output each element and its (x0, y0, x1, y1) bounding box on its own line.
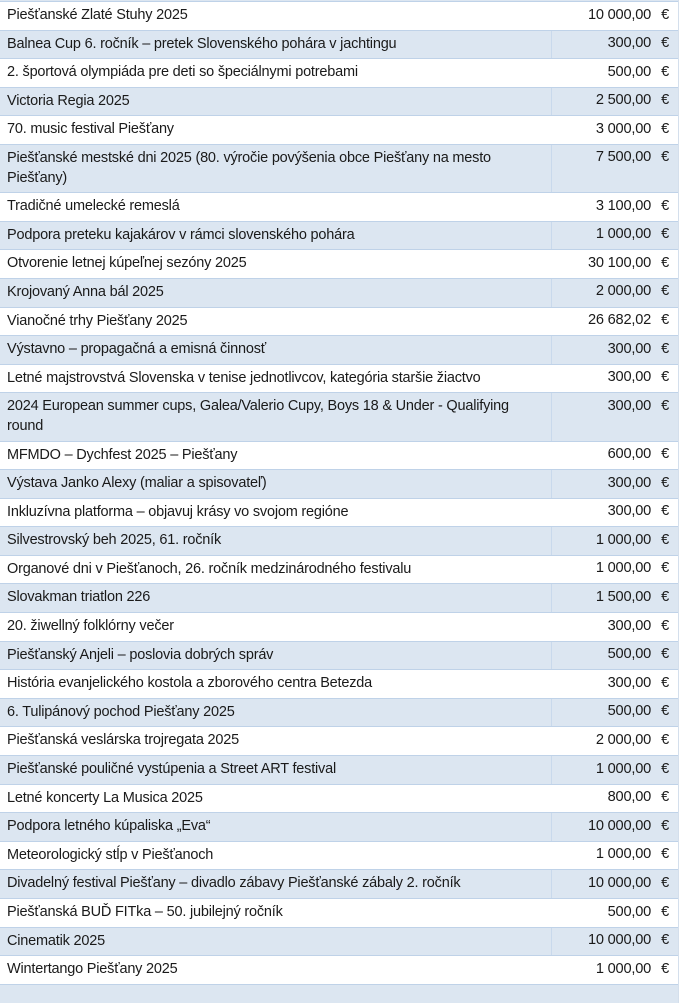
grant-amount-value: 300,00 (607, 503, 652, 520)
table-row (0, 250, 678, 279)
grant-amount-cell (551, 308, 678, 336)
euro-symbol: € (661, 92, 669, 109)
grant-amount-cell (551, 365, 678, 393)
grant-name-cell: Výstava Janko Alexy (maliar a spisovateľ) (7, 475, 267, 492)
grant-amount-cell (551, 556, 678, 584)
grant-amount-cell (551, 279, 678, 307)
euro-symbol: € (661, 560, 669, 577)
table-row (0, 470, 678, 499)
euro-symbol: € (661, 588, 669, 605)
table-row (0, 813, 678, 842)
grant-name-cell: Silvestrovský beh 2025, 61. ročník (7, 532, 222, 549)
grant-amount-cell (551, 393, 678, 440)
grant-name-cell: Piešťanská BUĎ FITka – 50. jubilejný ročník (7, 904, 283, 920)
grant-amount-cell (551, 31, 678, 59)
table-row (0, 642, 678, 671)
grant-amount-cell (551, 193, 678, 221)
grant-amount-value: 7 500,00 (595, 149, 652, 166)
grant-name-cell: Slovakman triatlon 226 (7, 589, 151, 606)
euro-symbol: € (661, 63, 669, 80)
table-row (0, 842, 678, 871)
table-bottom-edge (0, 985, 678, 1003)
grant-amount-cell (551, 670, 678, 698)
grant-amount-value: 10 000,00 (587, 817, 652, 834)
euro-symbol: € (661, 960, 669, 977)
grant-amount-value: 800,00 (607, 789, 652, 806)
grant-amount-cell (551, 813, 678, 841)
table-row (0, 670, 678, 699)
table-row (0, 2, 678, 31)
euro-symbol: € (661, 120, 669, 137)
grant-amount-value: 1 000,00 (595, 846, 652, 863)
euro-symbol: € (661, 446, 669, 462)
grant-amount-value: 300,00 (607, 617, 652, 634)
grant-amount-cell (551, 222, 678, 250)
grant-name-cell: Organové dni v Piešťanoch, 26. ročník medzinárodného festivalu (7, 560, 412, 577)
grant-amount-cell (551, 785, 678, 813)
grant-name-cell: Piešťanské Zlaté Stuhy 2025 (7, 7, 188, 23)
grant-amount-value: 2 500,00 (595, 92, 652, 109)
euro-symbol: € (661, 789, 669, 806)
table-row (0, 556, 678, 585)
grant-amount-cell (551, 727, 678, 755)
euro-symbol: € (661, 340, 669, 357)
euro-symbol: € (661, 503, 669, 520)
table-row (0, 785, 678, 814)
euro-symbol: € (661, 226, 669, 243)
grant-name-cell: Cinematik 2025 (7, 932, 105, 949)
euro-symbol: € (661, 197, 669, 214)
grant-name-cell: Letné koncerty La Musica 2025 (7, 789, 203, 806)
table-row (0, 393, 678, 441)
grant-amount-value: 1 000,00 (595, 960, 652, 977)
grant-name-cell: 2. športová olympiáda pre deti so špeciálnymi potrebami (7, 64, 358, 81)
table-row (0, 527, 678, 556)
grant-name-cell: Podpora preteku kajakárov v rámci slovenského pohára (7, 226, 355, 243)
euro-symbol: € (661, 35, 669, 52)
grant-name-cell: Vianočné trhy Piešťany 2025 (7, 312, 188, 329)
grant-amount-value: 1 500,00 (595, 588, 652, 605)
euro-symbol: € (661, 674, 669, 691)
table-row (0, 956, 678, 985)
table-row (0, 336, 678, 365)
grant-amount-value: 2 000,00 (595, 283, 652, 300)
grant-amount-value: 1 000,00 (595, 531, 652, 548)
grant-amount-cell (551, 88, 678, 116)
table-row (0, 727, 678, 756)
grant-amount-value: 1 000,00 (595, 226, 652, 243)
grant-name-cell: Tradičné umelecké remeslá (7, 198, 180, 215)
grant-amount-value: 500,00 (607, 903, 652, 920)
grant-amount-value: 500,00 (607, 63, 652, 80)
grant-name-cell: Divadelný festival Piešťany – divadlo zábavy Piešťanské zábaly 2. ročník (7, 875, 461, 892)
grant-amount-cell (551, 470, 678, 498)
grant-amount-value: 300,00 (607, 35, 652, 52)
grant-amount-value: 2 000,00 (595, 731, 652, 748)
euro-symbol: € (661, 817, 669, 834)
grant-amount-value: 500,00 (607, 703, 652, 720)
grant-amount-cell (551, 116, 678, 144)
table-row (0, 365, 678, 394)
euro-symbol: € (661, 369, 669, 386)
grant-amount-value: 10 000,00 (587, 6, 652, 23)
table-row (0, 442, 678, 471)
grant-amount-value: 300,00 (607, 340, 652, 357)
grant-name-cell: Piešťanské pouličné vystúpenia a Street ART festival (7, 761, 336, 778)
euro-symbol: € (661, 646, 669, 663)
table-row (0, 116, 678, 145)
table-row (0, 699, 678, 728)
grant-name-cell: Balnea Cup 6. ročník – pretek Slovenského pohára v jachtingu (7, 35, 397, 52)
euro-symbol: € (661, 903, 669, 920)
grant-amount-value: 500,00 (607, 646, 652, 663)
grant-amount-value: 3 100,00 (595, 197, 652, 214)
grant-name-cell: Piešťanský Anjeli – poslovia dobrých správ (7, 646, 274, 663)
grant-name-cell: Piešťanská veslárska trojregata 2025 (7, 732, 239, 749)
grant-amount-value: 300,00 (607, 397, 652, 414)
grant-amount-cell (551, 899, 678, 927)
grant-amount-value: 10 000,00 (587, 932, 652, 949)
grant-name-cell: Inkluzívna platforma – objavuj krásy vo svojom regióne (7, 503, 349, 520)
grant-name-cell: Victoria Regia 2025 (7, 92, 130, 109)
euro-symbol: € (661, 149, 669, 166)
euro-symbol: € (661, 932, 669, 949)
grant-name-cell: 20. žiwellný folklórny večer (7, 618, 174, 635)
table-row (0, 59, 678, 88)
table-row (0, 279, 678, 308)
grant-name-cell: Podpora letného kúpaliska „Eva“ (7, 818, 211, 835)
table-row (0, 88, 678, 117)
euro-symbol: € (661, 283, 669, 300)
grant-name-cell: Otvorenie letnej kúpeľnej sezóny 2025 (7, 255, 247, 272)
grant-amount-value: 300,00 (607, 474, 652, 491)
grant-amount-cell (551, 956, 678, 984)
table-row (0, 222, 678, 251)
grant-name-cell: História evanjelického kostola a zborového centra Betezda (7, 675, 373, 692)
grant-amount-cell (551, 499, 678, 527)
grant-amount-value: 1 000,00 (595, 560, 652, 577)
grant-amount-cell (551, 699, 678, 727)
euro-symbol: € (661, 617, 669, 634)
grant-amount-value: 30 100,00 (587, 254, 652, 271)
grant-amount-cell (551, 145, 678, 192)
table-rows (0, 2, 678, 985)
table-row (0, 870, 678, 899)
grant-name-cell: MFMDO – Dychfest 2025 – Piešťany (7, 446, 238, 463)
grant-amount-cell (551, 756, 678, 784)
grant-amount-value: 1 000,00 (595, 760, 652, 777)
grant-amount-cell (551, 613, 678, 641)
grant-amount-cell (551, 842, 678, 870)
grant-amount-cell (551, 928, 678, 956)
table-row (0, 928, 678, 957)
grant-name-cell: Meteorologický stĺp v Piešťanoch (7, 846, 214, 863)
table-row (0, 584, 678, 613)
grant-name-cell: 2024 European summer cups, Galea/Valerio Cupy, Boys 18 & Under - Qualifying round (7, 398, 509, 434)
grant-amount-value: 3 000,00 (595, 120, 652, 137)
table-row (0, 31, 678, 60)
grant-amount-value: 26 682,02 (587, 312, 652, 329)
euro-symbol: € (661, 474, 669, 491)
grant-amount-cell (551, 870, 678, 898)
grant-amount-cell (551, 642, 678, 670)
grant-amount-cell (551, 2, 678, 30)
table-row (0, 145, 678, 193)
grant-name-cell: Piešťanské mestské dni 2025 (80. výročie povýšenia obce Piešťany na mesto Piešťany) (7, 149, 491, 186)
grant-name-cell: Wintertango Piešťany 2025 (7, 961, 178, 978)
grant-amount-cell (551, 442, 678, 470)
euro-symbol: € (661, 874, 669, 891)
euro-symbol: € (661, 254, 669, 271)
grant-amount-value: 300,00 (607, 369, 652, 386)
euro-symbol: € (661, 312, 669, 329)
euro-symbol: € (661, 6, 669, 23)
euro-symbol: € (661, 846, 669, 863)
grant-name-cell: Výstavno – propagačná a emisná činnosť (7, 341, 267, 358)
grant-amount-cell (551, 59, 678, 87)
grant-amount-value: 10 000,00 (587, 874, 652, 891)
euro-symbol: € (661, 731, 669, 748)
grant-name-cell: 70. music festival Piešťany (7, 121, 174, 138)
grant-amount-cell (551, 584, 678, 612)
table-row (0, 613, 678, 642)
euro-symbol: € (661, 760, 669, 777)
table-row (0, 499, 678, 528)
table-row (0, 756, 678, 785)
grant-amount-cell (551, 250, 678, 278)
grant-name-cell: Letné majstrovstvá Slovenska v tenise jednotlivcov, kategória staršie žiactvo (7, 369, 481, 386)
table-row (0, 308, 678, 337)
table-row (0, 899, 678, 928)
grant-amount-cell (551, 527, 678, 555)
grant-amount-value: 300,00 (607, 674, 652, 691)
grant-name-cell: Krojovaný Anna bál 2025 (7, 283, 164, 300)
grant-amount-cell (551, 336, 678, 364)
table-row (0, 193, 678, 222)
grant-amount-value: 600,00 (607, 446, 652, 462)
euro-symbol: € (661, 703, 669, 720)
grant-name-cell: 6. Tulipánový pochod Piešťany 2025 (7, 703, 235, 720)
euro-symbol: € (661, 531, 669, 548)
euro-symbol: € (661, 397, 669, 414)
